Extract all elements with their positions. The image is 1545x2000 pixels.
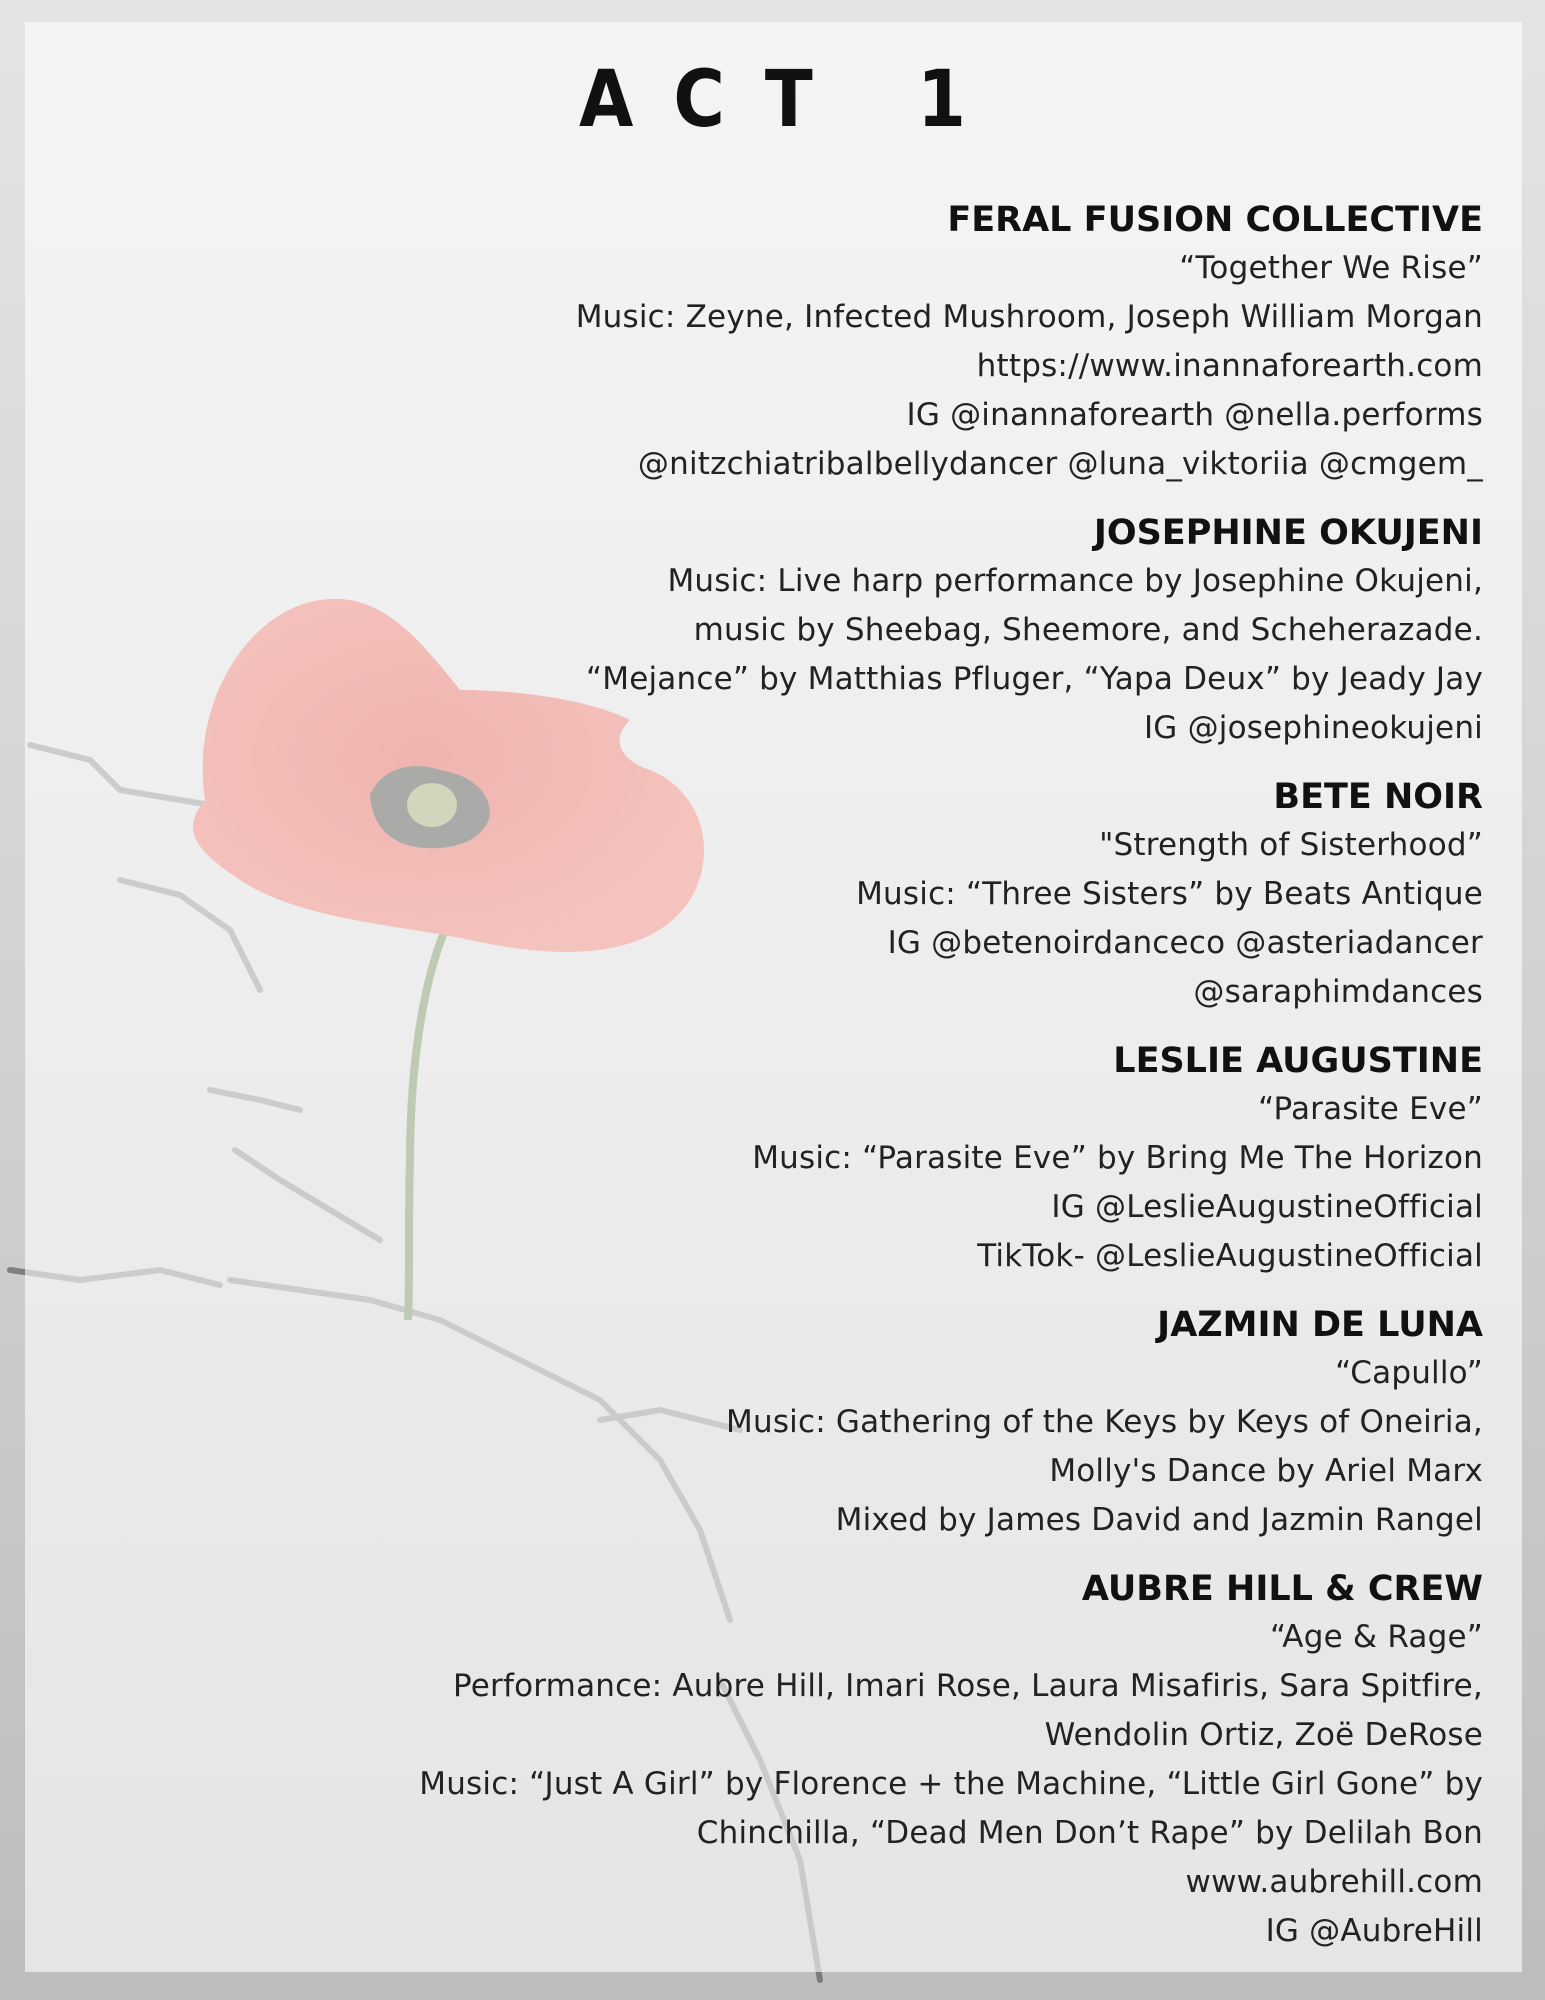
performer-name: JAZMIN DE LUNA — [1157, 1305, 1483, 1345]
performer-detail: “Mejance” by Matthias Pfluger, “Yapa Deux” by Jeady Jay — [586, 661, 1483, 697]
performer-detail: IG @josephineokujeni — [1143, 710, 1483, 746]
performer-detail: “Capullo” — [1335, 1355, 1483, 1391]
performer-detail: @nitzchiatribalbellydancer @luna_viktoriia @cmgem_ — [637, 446, 1483, 482]
performer-entry — [63, 196, 1483, 489]
performer-name: AUBRE HILL & CREW — [1081, 1569, 1483, 1609]
performer-detail: “Together We Rise” — [1179, 250, 1483, 286]
performer-name: JOSEPHINE OKUJENI — [1093, 513, 1483, 553]
performer-detail: IG @betenoirdanceco @asteriadancer — [887, 925, 1483, 961]
performer-detail: Music: “Just A Girl” by Florence + the Machine, “Little Girl Gone” by — [419, 1766, 1483, 1802]
performer-entry — [63, 509, 1483, 753]
performer-detail: Performance: Aubre Hill, Imari Rose, Laura Misafiris, Sara Spitfire, — [453, 1668, 1483, 1704]
performer-name: BETE NOIR — [1273, 777, 1483, 817]
performer-detail: Wendolin Ortiz, Zoë DeRose — [1044, 1717, 1483, 1753]
performer-detail: Music: “Three Sisters” by Beats Antique — [856, 876, 1483, 912]
performer-entry — [63, 1565, 1483, 1956]
performer-link: www.aubrehill.com — [1185, 1864, 1483, 1900]
performer-detail: Music: “Parasite Eve” by Bring Me The Horizon — [752, 1140, 1483, 1176]
performer-entry — [63, 773, 1483, 1017]
performer-name: FERAL FUSION COLLECTIVE — [947, 200, 1483, 240]
performer-detail: Music: Gathering of the Keys by Keys of Oneiria, — [726, 1404, 1483, 1440]
act-list — [63, 196, 1483, 1976]
performer-detail: Music: Zeyne, Infected Mushroom, Joseph William Morgan — [575, 299, 1483, 335]
performer-detail: “Parasite Eve” — [1258, 1091, 1483, 1127]
performer-detail: Mixed by James David and Jazmin Rangel — [835, 1502, 1483, 1538]
performer-detail: @saraphimdances — [1193, 974, 1483, 1010]
performer-detail: IG @AubreHill — [1265, 1913, 1483, 1949]
performer-detail: TikTok- @LeslieAugustineOfficial — [977, 1238, 1483, 1274]
performer-detail: Chinchilla, “Dead Men Don’t Rape” by Delilah Bon — [696, 1815, 1483, 1851]
page-title: ACT 1 — [579, 55, 1006, 145]
performer-entry — [63, 1301, 1483, 1545]
performer-detail: IG @LeslieAugustineOfficial — [1051, 1189, 1483, 1225]
performer-detail: Molly's Dance by Ariel Marx — [1049, 1453, 1483, 1489]
performer-name: LESLIE AUGUSTINE — [1113, 1041, 1483, 1081]
performer-link: https://www.inannaforearth.com — [976, 348, 1483, 384]
performer-detail: music by Sheebag, Sheemore, and Scheherazade. — [693, 612, 1483, 648]
performer-detail: Music: Live harp performance by Josephine Okujeni, — [667, 563, 1483, 599]
performer-detail: "Strength of Sisterhood” — [1099, 827, 1483, 863]
performer-entry — [63, 1037, 1483, 1281]
performer-detail: “Age & Rage” — [1270, 1619, 1483, 1655]
performer-detail: IG @inannaforearth @nella.performs — [906, 397, 1483, 433]
